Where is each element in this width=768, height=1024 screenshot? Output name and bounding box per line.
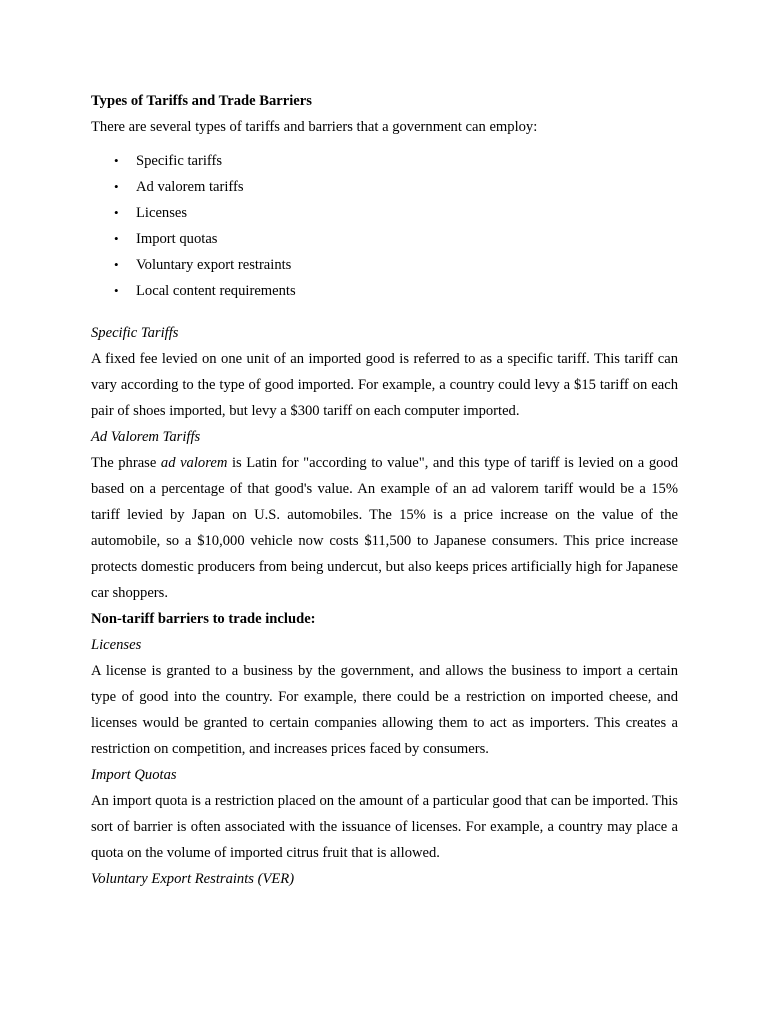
specific-tariffs-heading: Specific Tariffs (91, 325, 179, 341)
intro-paragraph: There are several types of tariffs and barriers that a government can employ: (91, 119, 538, 135)
list-item (91, 200, 678, 226)
ad-valorem-text-end: is Latin for "according to value", and this type of tariff is levied on a good based on a percentage of that good's value. An example of an ad valorem tariff would be a 15% tariff levied by Japan on U.S. automobiles. The 15% is a price increase on the value of the automobile, so a $10,000 vehicle now costs $11,500 to Japanese consumers. This price increase protects domestic producers from being undercut, but also keeps prices artificially high for Japanese car shoppers. (91, 455, 679, 601)
bullet-icon: • (114, 231, 119, 246)
list-item (91, 148, 678, 174)
list-item (91, 278, 678, 304)
ad-valorem-text-start: The phrase (91, 455, 161, 471)
bullet-icon: • (114, 179, 119, 194)
specific-tariffs-paragraph: A fixed fee levied on one unit of an imported good is referred to as a specific tariff. This tariff can vary according to the type of good imported. For example, a country could levy a $15 tariff on each pair of shoes imported, but levy a $300 tariff on each computer imported. (91, 351, 678, 419)
bullet-icon: • (114, 205, 119, 220)
tariff-types-list (91, 148, 678, 304)
bullet-icon: • (114, 153, 119, 168)
list-item-label: Licenses (136, 205, 188, 221)
ad-valorem-italic-phrase: ad valorem (160, 455, 228, 471)
ad-valorem-paragraph (91, 450, 678, 606)
licenses-heading: Licenses (91, 637, 142, 653)
bullet-icon: • (114, 257, 119, 272)
list-item-label: Voluntary export restraints (136, 257, 292, 273)
bullet-icon: • (114, 283, 119, 298)
licenses-paragraph: A license is granted to a business by the government, and allows the business to import a certain type of good into the country. For example, there could be a restriction on imported cheese, and licenses would be granted to certain companies allowing them to act as importers. This creates a restriction on competition, and increases prices faced by consumers. (91, 663, 678, 757)
list-item-label: Import quotas (136, 231, 218, 247)
document-body (91, 88, 678, 892)
ad-valorem-heading: Ad Valorem Tariffs (91, 429, 201, 445)
list-item (91, 252, 678, 278)
list-item-label: Local content requirements (136, 283, 296, 299)
list-item (91, 226, 678, 252)
import-quotas-paragraph: An import quota is a restriction placed on the amount of a particular good that can be imported. This sort of barrier is often associated with the issuance of licenses. For example, a country may place a quota on the volume of imported citrus fruit that is allowed. (91, 793, 678, 861)
ver-heading: Voluntary Export Restraints (VER) (91, 871, 295, 887)
list-item-label: Ad valorem tariffs (136, 179, 244, 195)
document-title: Types of Tariffs and Trade Barriers (91, 93, 312, 109)
import-quotas-heading: Import Quotas (91, 767, 177, 783)
non-tariff-heading: Non-tariff barriers to trade include: (91, 611, 316, 627)
list-item-label: Specific tariffs (136, 153, 223, 169)
list-item (91, 174, 678, 200)
